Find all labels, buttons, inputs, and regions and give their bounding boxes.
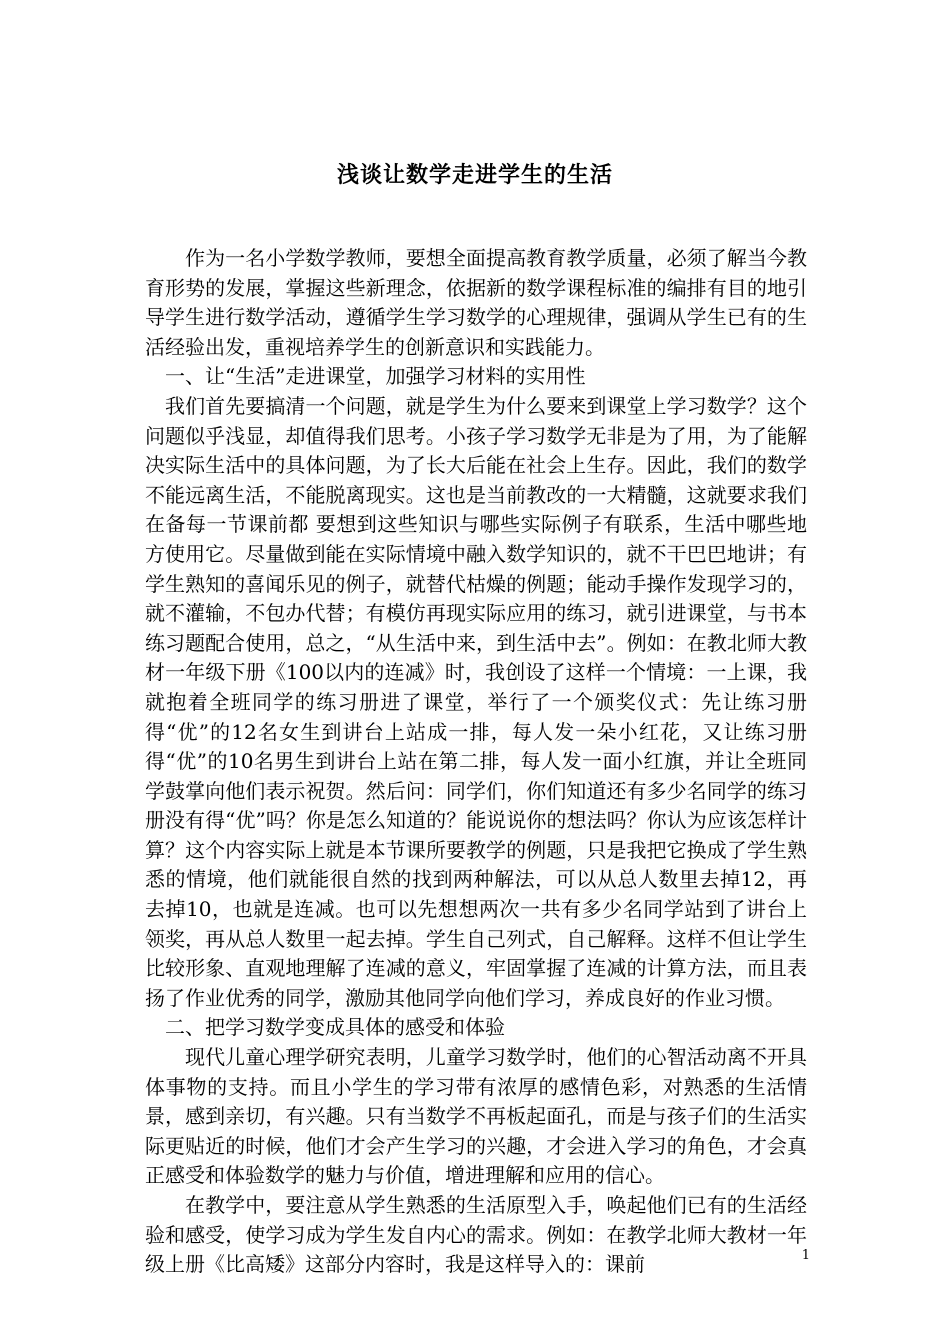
document-body [145, 244, 807, 1280]
paragraph-section-1: 我们首先要搞清一个问题，就是学生为什么要来到课堂上学习数学？这个问题似乎浅显，却值得我们思考。小孩子学习数学无非是为了用，为了能解决实际生活中的具体问题，为了长大后能在社会上生存。因此，我们的数学不能远离生活，不能脱离现实。这也是当前教改的一大精髓，这就要求我们在备每一节课前都 要想到这些知识与哪些实际例子有联系，生活中哪些地方使用它。尽量做到能在实际情境中融入数学知识的，就不干巴巴地讲；有学生熟知的喜闻乐见的例子，就替代枯燥的例题；能动手操作发现学习的，就不灌输，不包办代替；有模仿再现实际应用的练习，就引进课堂，与书本练习题配合使用，总之，“从生活中来，到生活中去”。例如：在教北师大教材一年级下册《100以内的连减》时，我创设了这样一个情境：一上课，我就抱着全班同学的练习册进了课堂，举行了一个颁奖仪式：先让练习册得“优”的12名女生到讲台上站成一排，每人发一朵小红花，又让练习册得“优”的10名男生到讲台上站在第二排，每人发一面小红旗，并让全班同学鼓掌向他们表示祝贺。然后问：同学们，你们知道还有多少名同学的练习册没有得“优”吗？你是怎么知道的？能说说你的想法吗？你认为应该怎样计算？这个内容实际上就是本节课所要教学的例题，只是我把它换成了学生熟悉的情境，他们就能很自然的找到两种解法，可以从总人数里去掉12，再去掉10，也就是连减。也可以先想想两次一共有多少名同学站到了讲台上领奖，再从总人数里一起去掉。学生自己列式，自己解释。这样不但让学生比较形象、直观地理解了连减的意义，牢固掌握了连减的计算方法，而且表扬了作业优秀的同学，激励其他同学向他们学习，养成良好的作业习惯。 [145, 393, 807, 1010]
paragraph-section-2a: 现代儿童心理学研究表明，儿童学习数学时，他们的心智活动离不开具体事物的支持。而且小学生的学习带有浓厚的感情色彩，对熟悉的生活情景，感到亲切，有兴趣。只有当数学不再板起面孔，而是与孩子们的生活实际更贴近的时候，他们才会产生学习的兴趣，才会进入学习的角色，才会真正感受和体验数学的魅力与价值，增进理解和应用的信心。 [145, 1045, 807, 1188]
section-heading-1: 一、让“生活”走进课堂，加强学习材料的实用性 [165, 364, 586, 389]
document-title: 浅谈让数学走进学生的生活 [336, 162, 613, 188]
paragraph-section-2b: 在教学中，要注意从学生熟悉的生活原型入手，唤起他们已有的生活经验和感受，使学习成为学生发自内心的需求。例如：在教学北师大教材一年级上册《比高矮》这部分内容时，我是这样导入的：课前 [145, 1193, 807, 1277]
section-heading-2: 二、把学习数学变成具体的感受和体验 [165, 1015, 505, 1040]
paragraph-intro: 作为一名小学数学教师，要想全面提高教育教学质量，必须了解当今教育形势的发展，掌握这些新理念，依据新的数学课程标准的编排有目的地引导学生进行数学活动，遵循学生学习数学的心理规律，强调从学生已有的生活经验出发，重视培养学生的创新意识和实践能力。 [145, 246, 807, 359]
page-number: 1 [801, 1248, 810, 1263]
